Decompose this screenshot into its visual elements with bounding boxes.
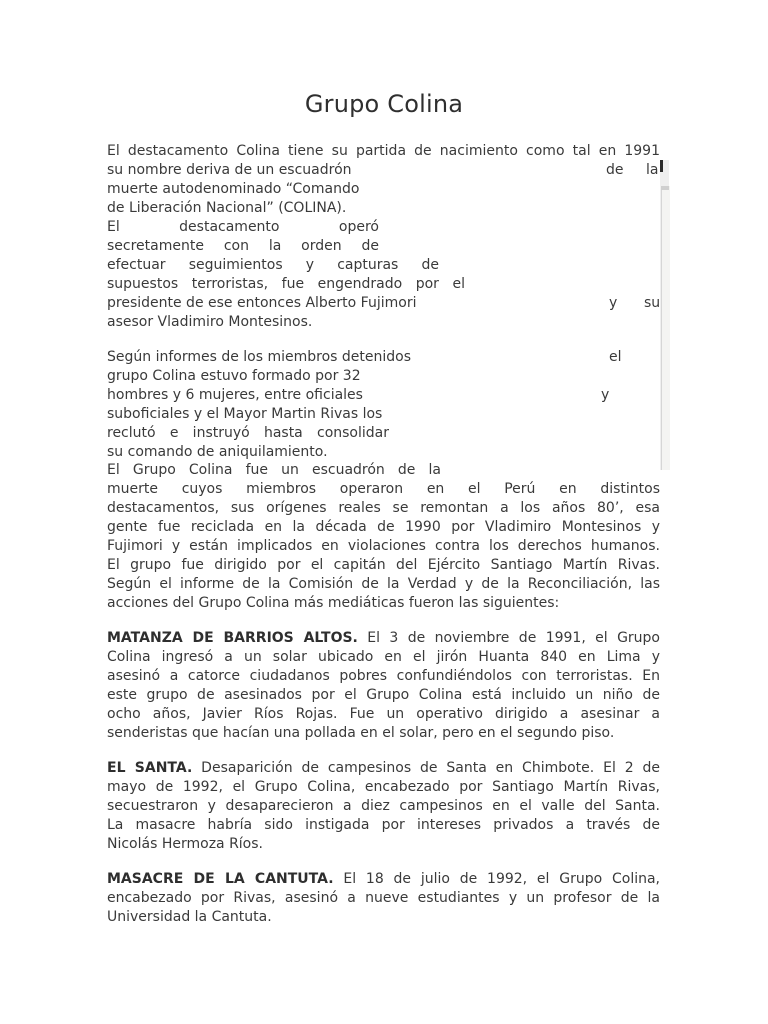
text-line: muerte autodenominado “Comando [107, 181, 360, 197]
text-line: suboficiales y el Mayor Martin Rivas los [107, 406, 383, 422]
text-line: asesinó a catorce ciudadanos pobres confundiéndolos con terroristas. En [107, 668, 660, 684]
text-line [107, 218, 440, 237]
section-first-line [107, 870, 660, 889]
text-word: el [609, 349, 622, 365]
text-line: Según informes de los miembros detenidos [107, 349, 412, 365]
text-word: la [646, 162, 659, 178]
text-line-content: El destacamento operó [107, 219, 379, 235]
text-line: Nicolás Hermoza Ríos. [107, 836, 263, 852]
text-word: y [609, 295, 618, 311]
scrollbar-track[interactable] [661, 186, 670, 470]
text-line: El Grupo Colina fue un escuadrón de la [107, 462, 441, 478]
section-heading-el-santa: EL SANTA. [107, 760, 193, 776]
section-text: El 3 de noviembre de 1991, el Grupo [367, 630, 661, 646]
text-line: efectuar seguimientos y capturas de [107, 257, 439, 273]
section-heading-la-cantuta: MASACRE DE LA CANTUTA. [107, 871, 334, 887]
text-line: destacamentos, sus orígenes reales se remontan a los años 80’, esa [107, 500, 660, 516]
text-line: asesor Vladimiro Montesinos. [107, 314, 313, 330]
text-line: El destacamento Colina tiene su partida de nacimiento como tal en 1991 [107, 143, 660, 159]
text-line: de Liberación Nacional” (COLINA). [107, 200, 347, 216]
text-line: hombres y 6 mujeres, entre oficiales [107, 387, 363, 403]
text-line: ocho años, Javier Ríos Rojas. Fue un operativo dirigido a asesinar a [107, 706, 660, 722]
text-line: Según el informe de la Comisión de la Verdad y de la Reconciliación, las [107, 576, 660, 592]
section-text: Desaparición de campesinos de Santa en Chimbote. El 2 de [201, 760, 660, 776]
text-word: de [606, 162, 624, 178]
text-line: presidente de ese entonces Alberto Fujimori [107, 295, 417, 311]
text-line: Universidad la Cantuta. [107, 909, 272, 925]
section-first-line [107, 759, 660, 778]
text-line: encabezado por Rivas, asesinó a nueve estudiantes y un profesor de la [107, 890, 660, 906]
text-line: acciones del Grupo Colina más mediáticas fueron las siguientes: [107, 595, 560, 611]
section-first-line [107, 629, 660, 648]
text-line: muerte cuyos miembros operaron en el Perú en distintos [107, 481, 660, 497]
text-word: y [601, 387, 610, 403]
text-line: reclutó e instruyó hasta consolidar [107, 425, 389, 441]
section-text: El 18 de julio de 1992, el Grupo Colina, [343, 871, 661, 887]
text-line: mayo de 1992, el Grupo Colina, encabezado por Santiago Martín Rivas, [107, 779, 660, 795]
text-line: gente fue reciclada en la década de 1990 por Vladimiro Montesinos y [107, 519, 660, 535]
text-line: senderistas que hacían una pollada en el solar, pero en el segundo piso. [107, 725, 615, 741]
text-line: Colina ingresó a un solar ubicado en el jirón Huanta 840 en Lima y [107, 649, 660, 665]
text-line: su comando de aniquilamiento. [107, 444, 328, 460]
document-title: Grupo Colina [304, 90, 464, 118]
section-heading-barrios-altos: MATANZA DE BARRIOS ALTOS. [107, 630, 358, 646]
embedded-frame-scrollbar[interactable] [660, 160, 669, 470]
text-line: su nombre deriva de un escuadrón [107, 162, 352, 178]
text-line: este grupo de asesinados por el Grupo Colina está incluido un niño de [107, 687, 660, 703]
frame-edge [660, 160, 663, 172]
text-line: Fujimori y están implicados en violaciones contra los derechos humanos. [107, 538, 660, 554]
text-line: La masacre habría sido instigada por intereses privados a través de [107, 817, 660, 833]
text-word: su [644, 295, 661, 311]
text-line: El grupo fue dirigido por el capitán del Ejército Santiago Martín Rivas. [107, 557, 660, 573]
text-line: secretamente con la orden de [107, 238, 379, 254]
text-line: grupo Colina estuvo formado por 32 [107, 368, 361, 384]
text-line: supuestos terroristas, fue engendrado por el [107, 276, 465, 292]
text-line: secuestraron y desaparecieron a diez campesinos en el valle del Santa. [107, 798, 660, 814]
scrollbar-thumb[interactable] [661, 186, 669, 190]
